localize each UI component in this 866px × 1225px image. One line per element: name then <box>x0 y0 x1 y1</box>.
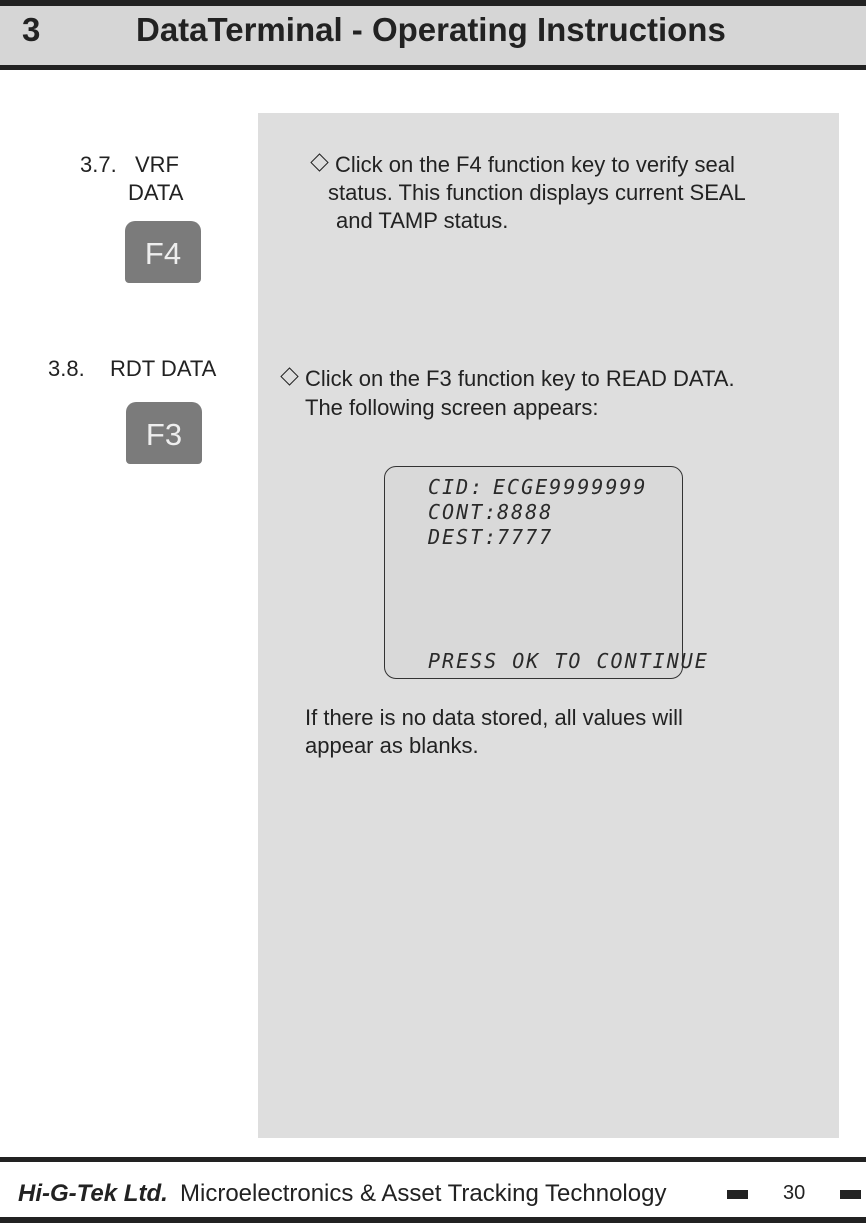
footer-dash-left <box>727 1190 748 1199</box>
lcd-dest-label: DEST: <box>428 525 499 549</box>
section-3-8-text-line2: The following screen appears: <box>305 395 599 420</box>
section-3-8-note-line1: If there is no data stored, all values will <box>305 705 683 730</box>
page-number: 30 <box>783 1182 806 1204</box>
footer-tagline: Microelectronics & Asset Tracking Technology <box>180 1180 667 1207</box>
lcd-cont-value: 8888 <box>497 500 554 524</box>
f4-key-icon: F4 <box>125 221 201 283</box>
section-3-8-text-line1: Click on the F3 function key to READ DATA. <box>280 365 735 393</box>
lcd-dest-value: 7777 <box>497 525 554 549</box>
footer-rule-top <box>0 1157 866 1162</box>
footer-dash-right <box>840 1190 861 1199</box>
section-3-8-note-line2: appear as blanks. <box>305 733 479 758</box>
section-3-7-number: 3.7. <box>80 152 117 177</box>
f3-key-icon: F3 <box>126 402 202 464</box>
lcd-prompt: PRESS OK TO CONTINUE <box>428 649 709 673</box>
section-3-7-text-line3: and TAMP status. <box>336 208 509 233</box>
section-3-7-text-line2: status. This function displays current SEAL <box>328 180 746 205</box>
footer-company: Hi-G-Tek Ltd. <box>18 1180 168 1207</box>
diamond-bullet-icon <box>280 367 298 385</box>
section-3-7-label-line2: DATA <box>128 180 184 205</box>
lcd-cont-label: CONT: <box>428 500 499 524</box>
section-3-8-label: RDT DATA <box>110 356 217 381</box>
section-3-7-label-line1: VRF <box>135 152 179 177</box>
chapter-number: 3 <box>22 11 41 48</box>
footer-rule-bottom <box>0 1217 866 1223</box>
lcd-cid-label: CID: <box>428 475 485 499</box>
chapter-title: DataTerminal - Operating Instructions <box>136 11 726 48</box>
section-3-8-number: 3.8. <box>48 356 85 381</box>
section-3-7-text-line1: Click on the F4 function key to verify seal <box>310 151 735 179</box>
lcd-cid-value: ECGE9999999 <box>493 475 648 499</box>
diamond-bullet-icon <box>310 153 328 171</box>
